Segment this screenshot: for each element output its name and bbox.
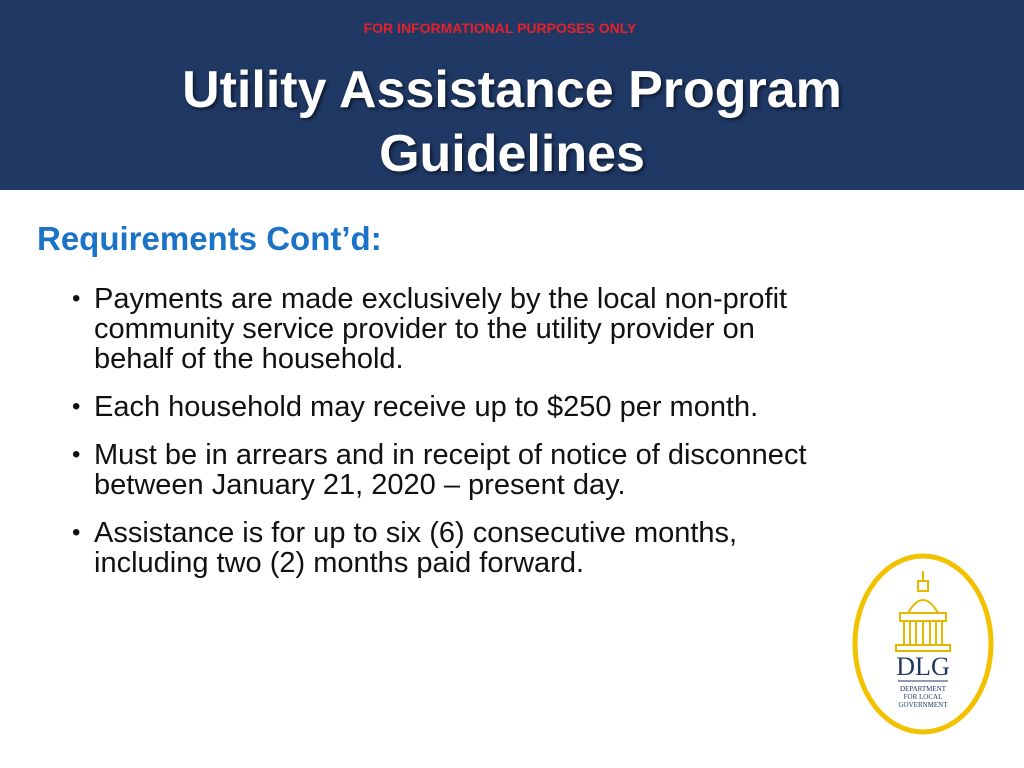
header-banner [0,0,1024,190]
title-line-1: Utility Assistance Program [182,61,842,119]
dlg-logo [852,553,994,735]
logo-line-2: FOR LOCAL [903,693,943,701]
section-heading: Requirements Cont’d: [37,220,382,257]
bullet-icon: • [72,519,81,546]
list-item [70,284,830,374]
bullet-icon: • [72,285,81,312]
requirements-list [70,284,830,596]
bullet-icon: • [72,441,81,468]
list-item [70,518,830,578]
bullet-icon: • [72,393,81,420]
disclaimer-text: FOR INFORMATIONAL PURPOSES ONLY [363,20,637,36]
list-item-text: Payments are made exclusively by the local non-profit community service provider to the utility provider on behalf of the household. [94,283,788,375]
logo-line-3: GOVERNMENT [898,701,948,709]
list-item-text: Must be in arrears and in receipt of notice of disconnect between January 21, 2020 – present day. [94,439,807,501]
page-title [0,58,1024,186]
logo-abbr: DLG [896,652,950,681]
title-line-2: Guidelines [379,125,645,183]
list-item-text: Each household may receive up to $250 per month. [94,391,759,423]
dlg-seal-icon [852,553,994,735]
list-item [70,392,830,422]
list-item-text: Assistance is for up to six (6) consecutive months, including two (2) months paid forward. [94,517,738,579]
logo-line-1: DEPARTMENT [900,685,946,693]
list-item [70,440,830,500]
